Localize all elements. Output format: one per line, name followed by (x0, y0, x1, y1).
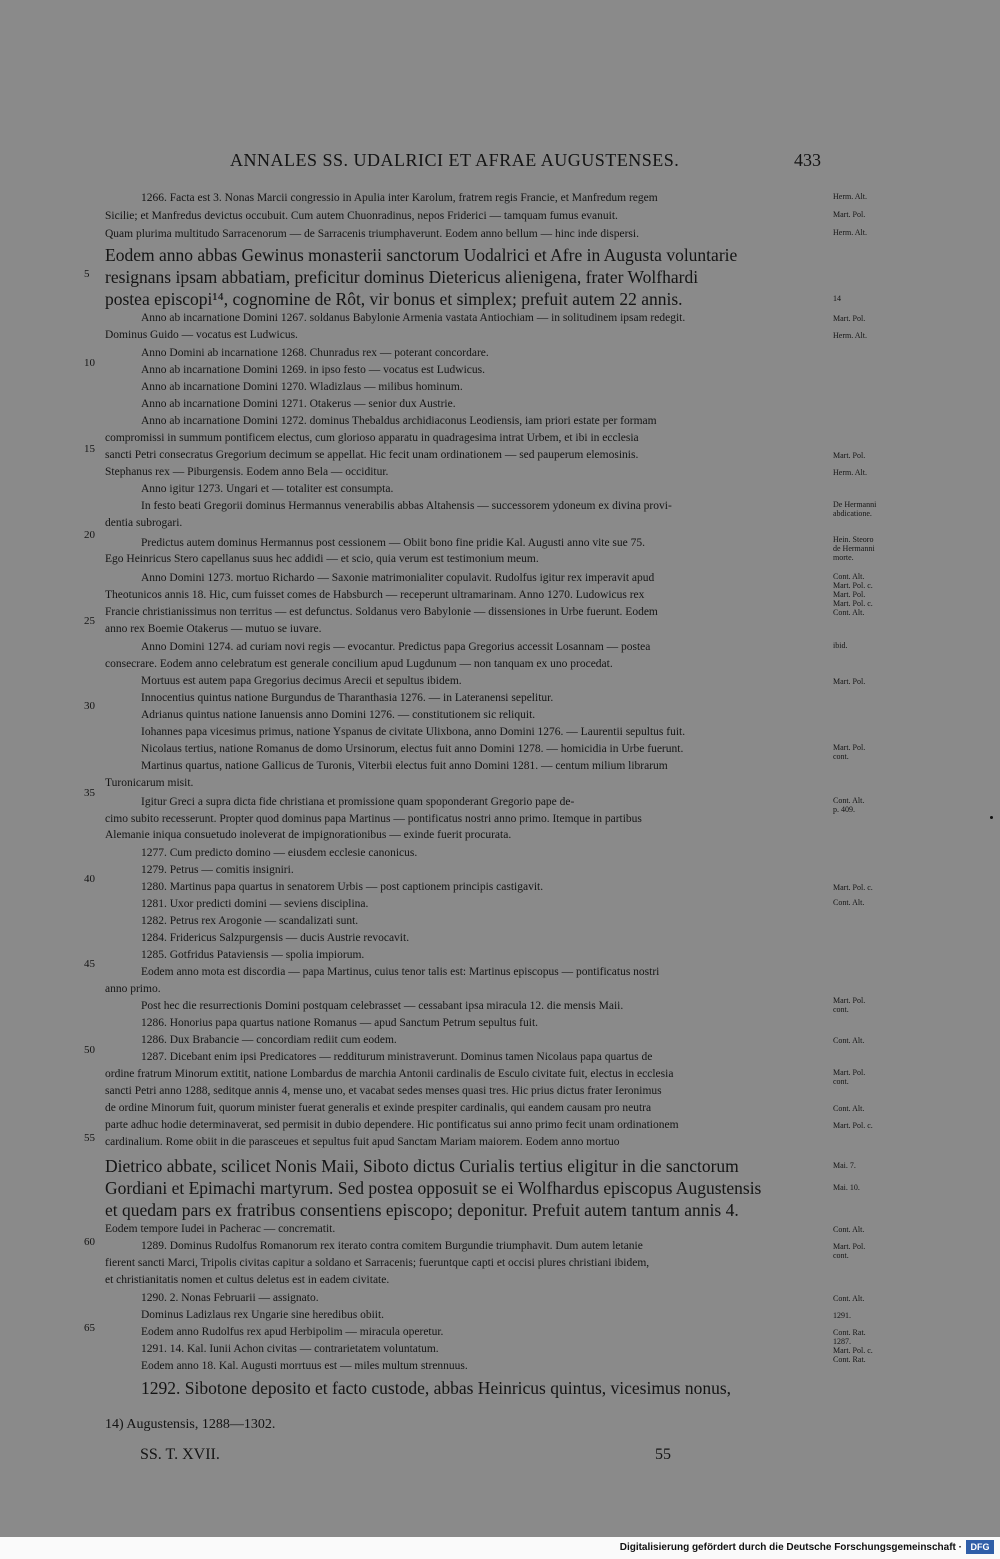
source-note: Hein. Steoro de Hermanni morte. (833, 535, 875, 562)
source-note: Mai. 7. (833, 1161, 856, 1170)
page-number: 433 (794, 150, 821, 170)
text-line: de ordine Minorum fuit, quorum minister fuerat generalis et exinde prespiter cardinalis, qui eandem causam pro neutra (105, 1102, 652, 1114)
text-line: Sicilie; et Manfredus devictus occubuit. Cum autem Chuonradinus, nepos Friderici — tamquam fumus evanuit. (105, 210, 618, 222)
text-line: Gordiani et Epimachi martyrum. Sed postea opposuit se ei Wolfhardus episcopus Augustensis (105, 1178, 762, 1198)
source-note: Mart. Pol. cont. (833, 1242, 866, 1260)
text-line: et christianitatis nomen et cultus deletus est in eadem civitate. (105, 1274, 390, 1286)
line-number: 20 (84, 529, 95, 541)
text-line: Martinus quartus, natione Gallicus de Turonis, Viterbii electus fuit anno Domini 1281. — centum milium librarum (141, 760, 668, 772)
text-line: Innocentius quintus natione Burgundus de Tharanthasia 1276. — in Lateranensi sepelitur. (141, 692, 554, 704)
source-note: 14 (833, 294, 841, 303)
text-line: Ego Heinricus Stero capellanus suus hec addidi — et scio, quia verum est testimonium meum. (105, 553, 539, 565)
text-line: Turonicarum misit. (105, 777, 194, 789)
text-line: resignans ipsam abbatiam, preficitur dominus Dietericus alienigena, frater Wolfhardi (105, 267, 699, 287)
text-line: dentia subrogari. (105, 517, 183, 529)
text-line: Post hec die resurrectionis Domini postquam celebrasset — cessabant ipsa miracula 12. die mensis Maii. (141, 1000, 624, 1012)
text-line: et quedam pars ex fratribus consentiens episcopo; deponitur. Prefuit autem tantum annis 4. (105, 1200, 739, 1220)
text-line: Predictus autem dominus Hermannus post cessionem — Obiit bono fine pridie Kal. Augusti anno vite sue 75. (141, 537, 646, 549)
source-note: 1291. (833, 1311, 851, 1320)
text-line: 1286. Dux Brabancie — concordiam rediit cum eodem. (141, 1034, 397, 1046)
text-line: Dominus Ladizlaus rex Ungarie sine heredibus obiit. (141, 1309, 385, 1321)
text-line: Anno ab incarnatione Domini 1271. Otakerus — senior dux Austrie. (141, 398, 456, 410)
source-note: ibid. (833, 641, 848, 650)
source-note: De Hermanni abdicatione. (833, 500, 877, 518)
line-number: 45 (84, 958, 95, 970)
footnote: 14) Augustensis, 1288—1302. (105, 1417, 276, 1432)
source-note: Mart. Pol. cont. (833, 1068, 866, 1086)
source-note: Mart. Pol. (833, 314, 866, 323)
line-number: 60 (84, 1236, 95, 1248)
text-line: 1277. Cum predicto domino — eiusdem ecclesie canonicus. (141, 847, 418, 859)
text-line: Adrianus quintus natione Ianuensis anno Domini 1276. — constitutionem sic reliquit. (141, 709, 536, 721)
text-line: 1279. Petrus — comitis insigniri. (141, 864, 294, 876)
text-line: cimo subito recesserunt. Propter quod dominus papa Martinus — pontificatus nostri anno primo. Itemque in partibus (105, 813, 642, 825)
text-line: Francie christianissimus non territus — est defunctus. Soldanus vero Babylonie — dissensiones in Urbe fuerunt. Eodem (105, 606, 658, 618)
line-number: 40 (84, 873, 95, 885)
text-line: Iohannes papa vicesimus primus, natione Yspanus de civitate Ulixbona, anno Domini 1276. — Laurentii sepultus fuit. (141, 726, 686, 738)
scan-speck (990, 816, 993, 819)
source-note: Mai. 10. (833, 1183, 860, 1192)
text-line: Theotunicos annis 18. Hic, cum fuisset comes de Habsburch — receperunt ultramarinam. Anno 1270. Ludowicus rex (105, 589, 645, 601)
text-line: Eodem anno mota est discordia — papa Martinus, cuius tenor talis est: Martinus episcopus — pontificatus nostri (141, 966, 660, 978)
text-line: 1280. Martinus papa quartus in senatorem Urbis — post captionem principis castigavit. (141, 881, 544, 893)
source-note: Mart. Pol. c. (833, 883, 873, 892)
line-number: 25 (84, 615, 95, 627)
source-note: Cont. Alt. (833, 898, 865, 907)
source-note: Mart. Pol. (833, 210, 866, 219)
text-line: consecrare. Eodem anno celebratum est generale concilium apud Lugdunum — non tanquam ex uno procedat. (105, 658, 613, 670)
text-line: Anno Domini ab incarnatione 1268. Chunradus rex — poterant concordare. (141, 347, 489, 359)
funding-credit: Digitalisierung gefördert durch die Deutsche Forschungsgemeinschaft · (619, 1542, 962, 1553)
source-note: Mart. Pol. cont. (833, 996, 866, 1014)
running-head: ANNALES SS. UDALRICI ET AFRAE AUGUSTENSES. (230, 150, 680, 170)
source-note: Cont. Alt. (833, 1225, 865, 1234)
text-line: anno rex Boemie Otakerus — mutuo se iuvare. (105, 623, 322, 635)
source-note: Mart. Pol. cont. (833, 743, 866, 761)
text-line: 1290. 2. Nonas Februarii — assignato. (141, 1292, 319, 1304)
line-number: 5 (84, 268, 90, 280)
line-number: 10 (84, 357, 95, 369)
text-line: 1282. Petrus rex Arogonie — scandalizati sunt. (141, 915, 359, 927)
line-number: 15 (84, 443, 95, 455)
text-line: Eodem anno Rudolfus rex apud Herbipolim — miracula operetur. (141, 1326, 444, 1338)
text-line: Igitur Greci a supra dicta fide christiana et promissione quam spoponderant Gregorio pape de- (141, 796, 575, 808)
text-line: postea episcopi¹⁴, cognomine de Rôt, vir bonus et simplex; prefuit autem 22 annis. (105, 289, 683, 309)
text-line: fierent sancti Marci, Tripolis civitas capitur a soldano et Sarracenis; fueruntque capti et occisi plures christiani ibidem, (105, 1257, 650, 1269)
text-line: Dominus Guido — vocatus est Ludwicus. (105, 329, 298, 341)
text-line: anno primo. (105, 983, 161, 995)
source-note: Cont. Alt. (833, 1104, 865, 1113)
text-line: cardinalium. Rome obiit in die parasceues et sepultus fuit apud Sanctam Mariam maiorem. Eodem anno mortuo (105, 1136, 620, 1148)
text-line: Quam plurima multitudo Sarracenorum — de Sarracenis triumphaverunt. Eodem anno bellum — hinc inde dispersi. (105, 228, 639, 240)
text-line: Stephanus rex — Piburgensis. Eodem anno Bela — occiditur. (105, 466, 389, 478)
line-number: 65 (84, 1322, 95, 1334)
text-line: parte adhuc hodie determinaverat, sed permisit in dubio dependere. Hic pontificatus sui anno primo fecit unam ordinationem (105, 1119, 679, 1131)
source-note: Mart. Pol. (833, 677, 866, 686)
text-line: Anno ab incarnatione Domini 1267. soldanus Babylonie Armenia vastata Antiochiam — in solitudinem ipsam redegit. (141, 312, 686, 324)
text-line: Alemanie iniqua consuetudo inoleverat de impignorationibus — exinde fuerit procurata. (105, 829, 512, 841)
text-line: 1285. Gotfridus Pataviensis — spolia impiorum. (141, 949, 365, 961)
text-line: Anno ab incarnatione Domini 1270. Wladizlaus — milibus hominum. (141, 381, 463, 393)
text-line: 1284. Fridericus Salzpurgensis — ducis Austrie revocavit. (141, 932, 410, 944)
source-note: Cont. Alt. (833, 1294, 865, 1303)
text-line: Anno Domini 1273. mortuo Richardo — Saxonie matrimonialiter copulavit. Rudolfus igitur rex imperavit apud (141, 572, 655, 584)
source-note: Herm. Alt. (833, 468, 867, 477)
source-note: Herm. Alt. (833, 192, 867, 201)
text-line: In festo beati Gregorii dominus Hermannus venerabilis abbas Altahensis — successorem ydoneum ex divina provi- (141, 500, 672, 512)
text-line: sancti Petri consecratus Gregorium decimum se appellat. Hic fecit unam ordinationem — sed pauperum elemosinis. (105, 449, 639, 461)
line-number: 30 (84, 700, 95, 712)
source-note: Herm. Alt. (833, 331, 867, 340)
text-line: sancti Petri anno 1288, seditque annis 4, mense uno, et vacabat sedes menses quasi tres. Hic prius dictus frater Ieronimus (105, 1085, 662, 1097)
source-note: Cont. Alt. Mart. Pol. c. Mart. Pol. Mart. Pol. c. Cont. Alt. (833, 572, 873, 617)
footer-bar (0, 1537, 1000, 1559)
text-line: Eodem anno 18. Kal. Augusti morrtuus est — miles multum strennuus. (141, 1360, 468, 1372)
text-line: Anno ab incarnatione Domini 1269. in ipso festo — vocatus est Ludwicus. (141, 364, 485, 376)
text-line: Dietrico abbate, scilicet Nonis Maii, Siboto dictus Curialis tertius eligitur in die sanctorum (105, 1156, 739, 1176)
line-number: 50 (84, 1044, 95, 1056)
line-number: 35 (84, 787, 95, 799)
text-line: 1292. Sibotone deposito et facto custode, abbas Heinricus quintus, vicesimus nonus, (141, 1378, 732, 1398)
text-line: ordine fratrum Minorum extitit, natione Lombardus de marchia Antonii cardinalis de Esculo civitate fuit, electus in ecclesia (105, 1068, 674, 1080)
text-line: 1281. Uxor predicti domini — seviens disciplina. (141, 898, 369, 910)
text-line: 1286. Honorius papa quartus natione Romanus — apud Sanctum Petrum sepultus fuit. (141, 1017, 539, 1029)
text-line: Anno igitur 1273. Ungari et — totaliter est consumpta. (141, 483, 394, 495)
text-line: Anno ab incarnatione Domini 1272. dominus Thebaldus archidiaconus Leodiensis, iam priori estate per formam (141, 415, 657, 427)
text-line: Anno Domini 1274. ad curiam novi regis — evocantur. Predictus papa Gregorius accessit Losannam — postea (141, 641, 651, 653)
text-line: Nicolaus tertius, natione Romanus de domo Ursinorum, electus fuit anno Domini 1278. — homicidia in Urbe fuerunt. (141, 743, 684, 755)
source-note: Mart. Pol. c. (833, 1121, 873, 1130)
text-line: 1289. Dominus Rudolfus Romanorum rex iterato contra comitem Burgundie triumphavit. Dum autem letanie (141, 1240, 643, 1252)
text-line: Eodem anno abbas Gewinus monasterii sanctorum Uodalrici et Afre in Augusta voluntarie (105, 245, 738, 265)
text-line: Eodem tempore Iudei in Pacherac — concrematit. (105, 1223, 336, 1235)
text-line: compromissi in summum pontificem electus, cum glorioso apparatu in quadragesima intrat Urbem, et ibi in ecclesia (105, 432, 639, 444)
line-number: 55 (84, 1132, 95, 1144)
signature-mark: SS. T. XVII. (140, 1446, 220, 1463)
signature-number: 55 (655, 1446, 671, 1463)
dfg-logo: DFG (966, 1540, 994, 1554)
source-note: Herm. Alt. (833, 228, 867, 237)
source-note: Cont. Rat. 1287. Mart. Pol. c. Cont. Rat. (833, 1328, 873, 1364)
text-line: 1291. 14. Kal. Iunii Achon civitas — contrarietatem voluntatum. (141, 1343, 439, 1355)
text-line: 1287. Dicebant enim ipsi Predicatores — redditurum ministraverunt. Dominus tamen Nicolaus papa quartus de (141, 1051, 653, 1063)
source-note: Cont. Alt. (833, 1036, 865, 1045)
text-line: Mortuus est autem papa Gregorius decimus Arecii et sepultus ibidem. (141, 675, 462, 687)
source-note: Cont. Alt. p. 409. (833, 796, 865, 814)
text-line: 1266. Facta est 3. Nonas Marcii congressio in Apulia inter Karolum, fratrem regis Francie, et Manfredum regem (141, 192, 658, 204)
source-note: Mart. Pol. (833, 451, 866, 460)
